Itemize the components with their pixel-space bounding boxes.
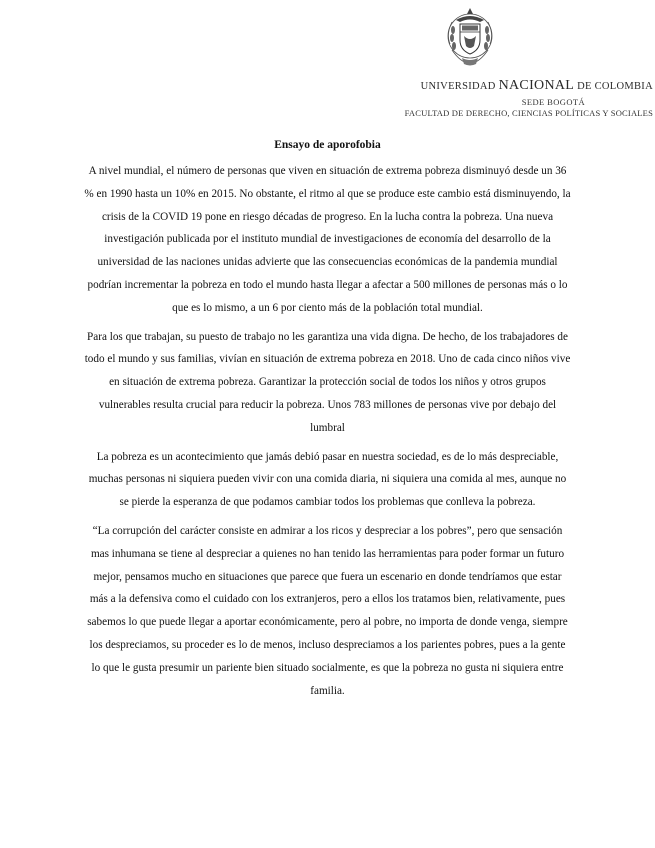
document-title: Ensayo de aporofobia <box>274 139 381 151</box>
paragraph: “La corrupción del carácter consiste en admirar a los ricos y despreciar a los pobres”, pero que sensación mas inhumana se tiene al despreciar a quienes no han tenido las herramientas para poder formar un futuro mejor, pensamos mucho en situaciones que parece que fuera un escenario en donde tendríamos que estar más a la defensiva como el cuidado con los extranjeros, pero a ellos los tratamos bien, relativamente, pues sabemos lo que puede llegar a aportar económicamente, pero al pobre, no importa de donde venga, siempre los despreciamos, su proceder es lo de menos, incluso despreciamos a los parientes pobres, pues a la gente lo que le gusta presumir un pariente bien situado socialmente, es que la pobreza no gusta ni siquiera entre familia. <box>87 524 568 697</box>
paragraph: Para los que trabajan, su puesto de trabajo no les garantiza una vida digna. De hecho, de los trabajadores de todo el mundo y sus familias, vivían en situación de extrema pobreza en 2018. Uno de cada cinco niños vive en situación de extrema pobreza. Garantizar la protección social de todos los niños y otros grupos vulnerables resulta crucial para reducir la pobreza. Unos 783 millones de personas vive por debajo del lumbral <box>84 330 571 434</box>
university-seal-icon <box>440 4 500 72</box>
paragraph: A nivel mundial, el número de personas que viven en situación de extrema pobreza disminuyó desde un 36 % en 1990 hasta un 10% en 2015. No obstante, el ritmo al que se produce este cambio está disminuyendo, la crisis de la COVID 19 pone en riesgo décadas de progreso. En la lucha contra la pobreza. Una nueva investigación publicada por el instituto mundial de investigaciones de economía del desarrollo de la universidad de las naciones unidas advierte que las consecuencias económicas de la pandemia mundial podrían incrementar la pobreza en todo el mundo hasta llegar a afectar a 500 millones de personas más o lo que es lo mismo, a un 6 por ciento más de la población total mundial. <box>84 165 571 314</box>
university-name <box>355 78 655 94</box>
campus-name: SEDE BOGOTÁ <box>521 97 585 107</box>
university-suffix: DE COLOMBIA <box>577 81 653 92</box>
university-prefix: UNIVERSIDAD <box>420 81 496 92</box>
university-main: NACIONAL <box>498 78 575 93</box>
faculty-name: FACULTAD DE DERECHO, CIENCIAS POLÍTICAS Y SOCIALES <box>404 108 653 118</box>
paragraph: La pobreza es un acontecimiento que jamás debió pasar en nuestra sociedad, es de lo más despreciable, muchas personas ni siquiera pueden vivir con una comida diaria, ni siquiera una comida al mes, aunque no se pierde la esperanza de que podamos cambiar todos los problemas que conlleva la pobreza. <box>88 450 567 509</box>
document-body <box>84 160 571 708</box>
letterhead <box>355 0 655 125</box>
